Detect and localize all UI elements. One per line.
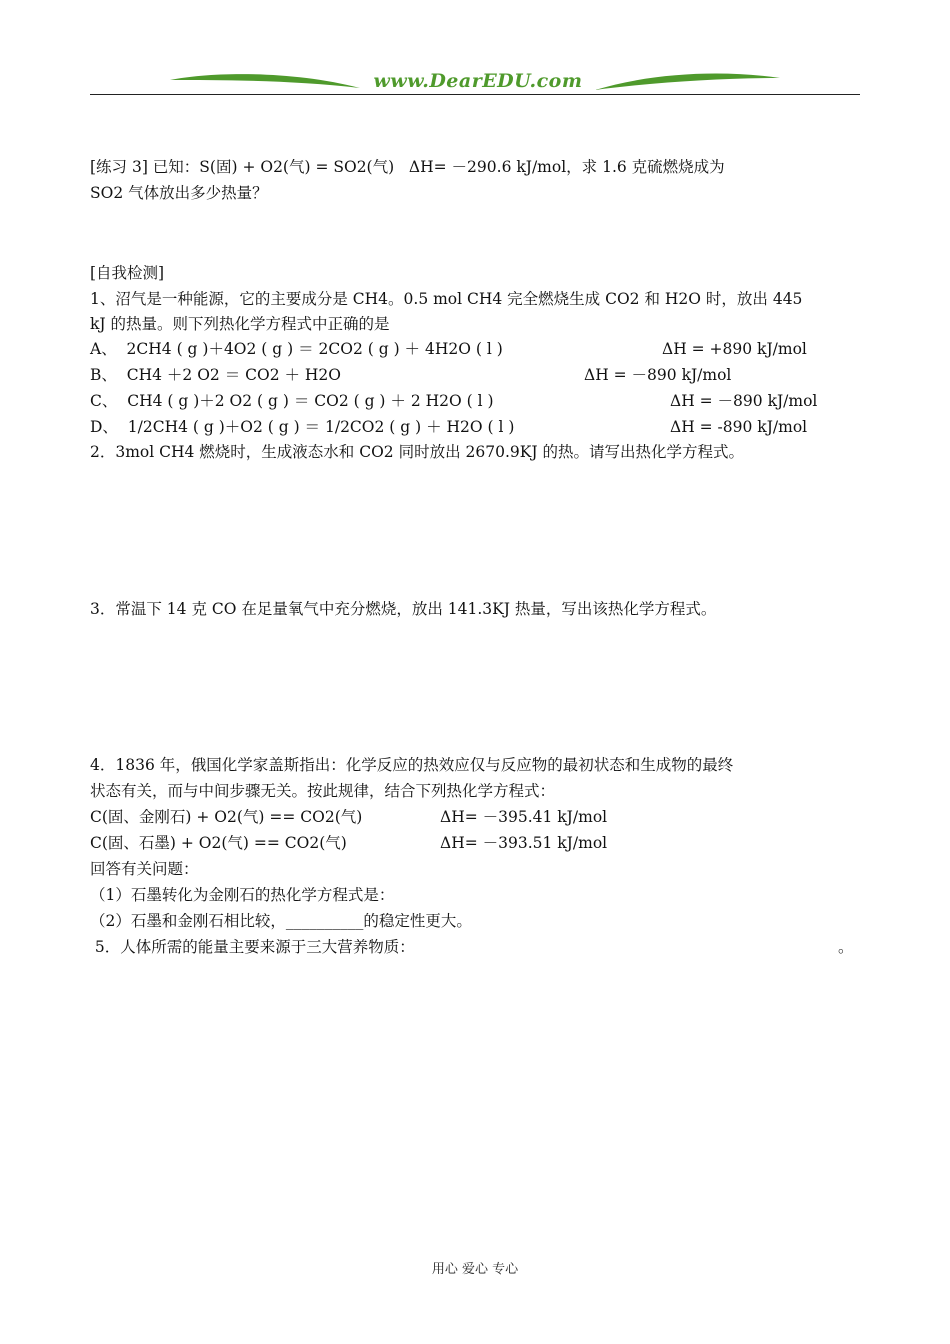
q1-stem-line2: kJ 的热量。则下列热化学方程式中正确的是 bbox=[90, 315, 390, 333]
site-header bbox=[90, 66, 860, 100]
q4-eq2-dh: ΔH= －393.51 kJ/mol bbox=[440, 834, 608, 852]
q5-text: 5．人体所需的能量主要来源于三大营养物质： bbox=[90, 938, 415, 956]
exercise3-line2: SO2 气体放出多少热量？ bbox=[90, 184, 268, 202]
q4-sub2: （2）石墨和金刚石相比较，__________的稳定性更大。 bbox=[90, 912, 472, 930]
exercise3-line1: [练习 3] 已知：S(固) + O2(气) = SO2(气) ΔH= －290.6 kJ/mol，求 1.6 克硫燃烧成为 bbox=[90, 158, 725, 176]
q1-option-d-dh: ΔH = -890 kJ/mol bbox=[670, 418, 808, 436]
q4-eq1: C(固、金刚石) + O2(气) == CO2(气) bbox=[90, 808, 363, 826]
q4-eq1-dh: ΔH= －395.41 kJ/mol bbox=[440, 808, 608, 826]
header-rule bbox=[90, 94, 860, 95]
self-check-title: [自我检测] bbox=[90, 264, 165, 282]
q5-end-mark: 。 bbox=[838, 938, 854, 956]
q1-option-b: B、 CH4 ＋2 O2 ＝ CO2 ＋ H2O bbox=[90, 366, 341, 384]
q1-stem-line1: 1、沼气是一种能源，它的主要成分是 CH4。0.5 mol CH4 完全燃烧生成 CO2 和 H2O 时，放出 445 bbox=[90, 290, 803, 308]
q1-option-d: D、 1/2CH4 ( g )＋O2 ( g ) ＝ 1/2CO2 ( g ) ＋ H2O ( l ) bbox=[90, 418, 515, 436]
q1-option-a: A、 2CH4 ( g )＋4O2 ( g ) ＝ 2CO2 ( g ) ＋ 4H2O ( l ) bbox=[90, 340, 503, 358]
q1-option-c-dh: ΔH = －890 kJ/mol bbox=[670, 392, 818, 410]
site-logo-text: www.DearEDU.com bbox=[373, 70, 583, 92]
q1-option-a-dh: ΔH = +890 kJ/mol bbox=[662, 340, 807, 358]
q1-option-b-dh: ΔH = －890 kJ/mol bbox=[584, 366, 732, 384]
page-footer: 用心 爱心 专心 bbox=[431, 1262, 519, 1277]
q1-option-c: C、 CH4 ( g )＋2 O2 ( g ) ＝ CO2 ( g ) ＋ 2 H2O ( l ) bbox=[90, 392, 494, 410]
q4-line2: 状态有关，而与中间步骤无关。按此规律，结合下列热化学方程式： bbox=[90, 782, 556, 800]
q4-prompt: 回答有关问题： bbox=[90, 860, 199, 878]
q2-text: 2．3mol CH4 燃烧时，生成液态水和 CO2 同时放出 2670.9KJ 的热。请写出热化学方程式。 bbox=[90, 443, 744, 461]
q4-sub1: （1）石墨转化为金刚石的热化学方程式是： bbox=[90, 886, 395, 904]
q4-line1: 4．1836 年，俄国化学家盖斯指出：化学反应的热效应仅与反应物的最初状态和生成物的最终 bbox=[90, 756, 734, 774]
q4-eq2: C(固、石墨) + O2(气) == CO2(气) bbox=[90, 834, 347, 852]
q3-text: 3．常温下 14 克 CO 在足量氧气中充分燃烧，放出 141.3KJ 热量，写出该热化学方程式。 bbox=[90, 600, 717, 618]
